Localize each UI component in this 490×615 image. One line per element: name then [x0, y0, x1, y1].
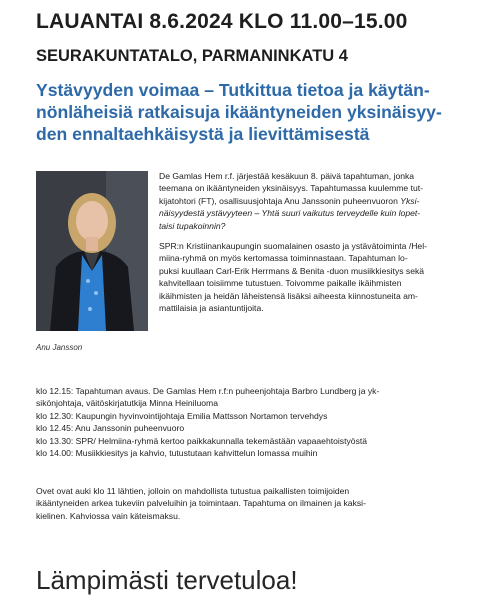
info-line: ikääntyneiden arkea tukeviin palveluihin ja toimintaan. Tapahtuma on ilmainen ja kaksi-: [36, 498, 366, 509]
schedule-item: klo 12.15: Tapahtuman avaus. De Gamlas Hem r.f:n puheenjohtaja Barbro Lundberg ja yk-: [36, 386, 380, 396]
intro-line: SPR:n Kristiinankaupungin suomalainen osasto ja ystävätoiminta /Hel-: [159, 241, 427, 252]
speaker-photo: [36, 171, 148, 331]
event-date-time: LAUANTAI 8.6.2024 KLO 11.00–15.00: [36, 10, 408, 33]
info-line: kielinen. Kahviossa vain käteismaksu.: [36, 510, 181, 521]
intro-line: puksi kuullaan Carl-Erik Herrmans & Benita -duon musiikkiesitys sekä: [159, 265, 425, 276]
intro-line: ikäihmisten ja heidän läheistensä lisäksi aiheesta kiinnostuneita am-: [159, 290, 418, 301]
talk-title: Yksi-: [400, 195, 420, 206]
intro-line: kahvitellaan toisiimme tutustuen. Toivomme paikalle ikäihmisten: [159, 278, 402, 289]
schedule-item: klo 12.45: Anu Janssonin puheenvuoro: [36, 423, 185, 434]
intro-text: [159, 170, 482, 322]
schedule-item: klo 14.00: Musiikkiesitys ja kahvio, tutustutaan kahvittelun lomassa muihin: [36, 448, 318, 459]
intro-line: De Gamlas Hem r.f. järjestää kesäkuun 8. päivä tapahtuman, jonka: [159, 171, 415, 181]
intro-line: teemana on ikääntyneiden yksinäisyys. Tapahtumassa kuulemme tut-: [159, 183, 424, 194]
headline-line: nönläheisiä ratkaisuja ikääntyneiden yksinäisyy-: [36, 102, 442, 122]
headline-line: Ystävyyden voimaa – Tutkittua tietoa ja käytän-: [36, 80, 430, 100]
intro-line: mattilaisia ja asiantuntijoita.: [159, 303, 264, 314]
talk-title: näisyydestä ystävyyteen – Yhtä suuri vaikutus terveydelle kuin lopet-: [159, 208, 421, 219]
info-line: Ovet ovat auki klo 11 lähtien, jolloin on mahdollista tutustua paikallisten toimijoiden: [36, 486, 350, 496]
talk-title: taisi tupakoinnin?: [159, 220, 226, 231]
welcome-message: Lämpimästi tervetuloa!: [36, 565, 298, 595]
headline-line: den ennaltaehkäisystä ja lievittämisestä: [36, 124, 370, 144]
event-venue: SEURAKUNTATALO, PARMANINKATU 4: [36, 47, 348, 65]
schedule-item: klo 12.30: Kaupungin hyvinvointijohtaja Emilia Mattsson Nortamon tervehdys: [36, 410, 328, 421]
intro-line: miina-ryhmä on myös kertomassa toiminnastaan. Tapahtuman lo-: [159, 253, 408, 264]
schedule-item: sikönjohtaja, väitöskirjatutkija Minna Heiniluoma: [36, 398, 218, 409]
schedule-item: klo 13.30: SPR/ Helmiina-ryhmä kertoo paikkakunnalla tekemästään vapaaehtoistyöstä: [36, 435, 368, 446]
event-headline: [36, 79, 482, 145]
practical-info: [36, 485, 484, 522]
event-schedule: [36, 385, 484, 459]
intro-line: kijatohtori (FT), osallisuusjohtaja Anu Janssonin puheenvuoron: [159, 195, 398, 206]
photo-caption: Anu Jansson: [36, 343, 83, 352]
